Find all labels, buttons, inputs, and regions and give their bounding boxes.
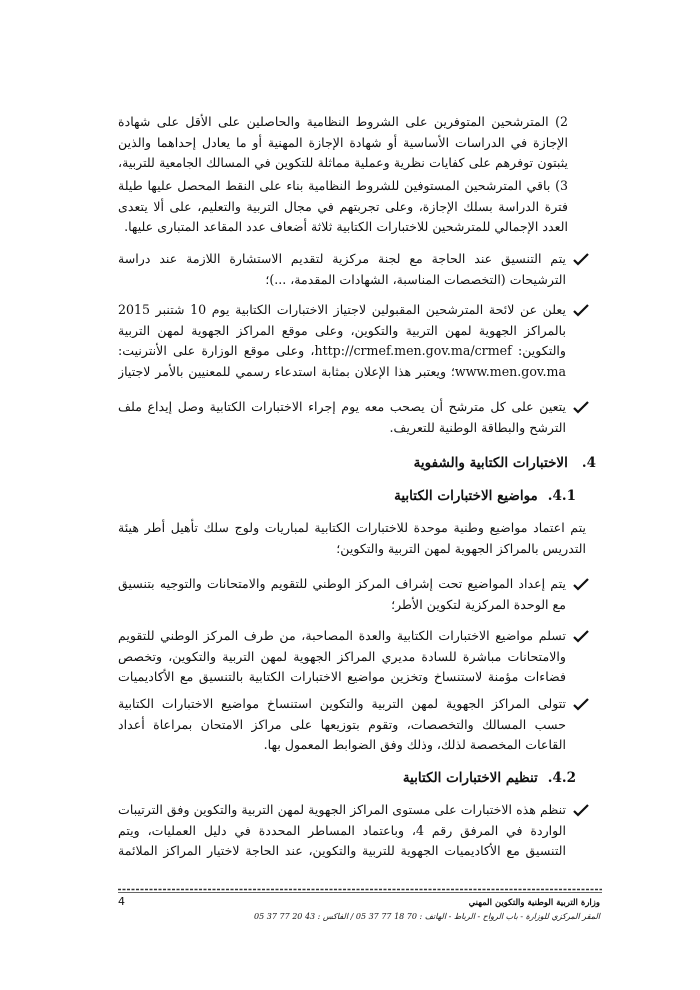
numbered-item-3-text: 3) باقي المترشحين المستوفين للشروط النظامية بناء على النقط المحصل عليها طيلة فترة الدراسة بسلك الإجازة، وعلى تجربتهم في مجال التربية والتعليم، على ألا يتعدى العدد الإجمالي للمترشحين للاختبارات الكتابية ثلاثة أضعاف عدد المقاعد المتبارى عليها.	[118, 178, 568, 234]
bullet-topics-prep-text: يتم إعداد المواضيع تحت إشراف المركز الوطني للتقويم والامتحانات والتوجيه بتنسيق مع الوحدة المركزية لتكوين الأطر؛	[118, 576, 566, 612]
numbered-item-3	[118, 176, 568, 238]
section-4-2-number: 4.2.	[547, 770, 576, 786]
section-4-1-number: 4.1.	[547, 488, 576, 504]
bullet-id-card-text: يتعين على كل مترشح أن يصحب معه يوم إجراء الاختبارات الكتابية وصل إيداع ملف الترشح والبطاقة الوطنية للتعريف.	[118, 399, 566, 435]
section-4-1-title: مواضيع الاختبارات الكتابية	[394, 488, 538, 504]
footer-divider	[118, 888, 602, 894]
bullet-id-card	[118, 397, 566, 439]
section-4-2-heading	[300, 770, 576, 786]
bullet-topics-copying-text: تتولى المراكز الجهوية لمهن التربية والتكوين استنساخ مواضيع الاختبارات الكتابية حسب المسالك والتخصصات، وتقوم بتوزيعها على مراكز الامتحان بمراعاة أعداد القاعات المخصصة لذلك، وذلك وفق الضوابط المعمول بها.	[118, 696, 566, 752]
bullet-exam-organization-text: تنظم هذه الاختبارات على مستوى المراكز الجهوية لمهن التربية والتكوين وفق الترتيبات الواردة في المرفق رقم 4، وباعتماد المساطر المحددة في دليل العمليات، ويتم التنسيق مع الأكاديميات الجهوية للتربية والتكوين، عند الحاجة لاختيار المراكز الملائمة	[118, 802, 566, 858]
section-4-heading	[300, 455, 596, 471]
bullet-exam-organization	[118, 800, 566, 862]
section-4-number: 4.	[581, 455, 596, 471]
checkmark-icon	[573, 629, 589, 643]
footer-ministry: وزارة التربية الوطنية والتكوين المهني	[468, 898, 600, 908]
numbered-item-2	[118, 112, 568, 174]
checkmark-icon	[573, 697, 589, 711]
footer-address: المقر المركزي للوزارة - باب الرواح - الرباط - الهاتف : 70 18 77 37 05 / الفاكس : 43 20 77 37 05	[254, 912, 600, 921]
section-4-1-intro-text: يتم اعتماد مواضيع وطنية موحدة للاختبارات الكتابية لمباريات ولوج سلك تأهيل أطر هيئة التدريس بالمراكز الجهوية لمهن التربية والتكوين؛	[118, 520, 586, 556]
bullet-topics-delivery-text: تسلم مواضيع الاختبارات الكتابية والعدة المصاحبة، من طرف المركز الوطني للتقويم والامتحانات مباشرة للسادة مديري المراكز الجهوية لمهن التربية والتكوين، وتخصص فضاءات مؤمنة لاستنساخ وتخزين مواضيع الاختبارات الكتابية بالتنسيق مع الأكاديميات	[118, 628, 566, 684]
bullet-topics-delivery	[118, 626, 566, 688]
bullet-consultation	[118, 249, 566, 291]
section-4-title: الاختبارات الكتابية والشفوية	[413, 455, 568, 471]
bullet-consultation-text: يتم التنسيق عند الحاجة مع لجنة مركزية لتقديم الاستشارة اللازمة عند دراسة الترشيحات (التخصصات المناسبة، الشهادات المقدمة، ...)؛	[118, 251, 566, 287]
section-4-1-intro	[118, 518, 586, 560]
bullet-topics-prep	[118, 574, 566, 616]
bullet-announcement-text: يعلن عن لائحة المترشحين المقبولين لاجتياز الاختبارات الكتابية يوم 10 شتنبر 2015 بالمراكز الجهوية لمهن التربية والتكوين، وعلى موقع المراكز الجهوية لمهن التربية والتكوين: http://crmef.men.gov.ma/crmef، وعلى موقع الوزارة على الأنترنيت: www.men.gov.ma؛ ويعتبر هذا الإعلان بمثابة استدعاء رسمي للمعنيين بالأمر لاجتياز	[118, 302, 566, 379]
page-number: 4	[118, 895, 125, 908]
checkmark-icon	[573, 252, 589, 266]
bullet-topics-copying	[118, 694, 566, 756]
section-4-2-title: تنظيم الاختبارات الكتابية	[402, 770, 538, 786]
bullet-announcement	[118, 300, 566, 384]
checkmark-icon	[573, 577, 589, 591]
section-4-1-heading	[300, 488, 576, 504]
checkmark-icon	[573, 400, 589, 414]
numbered-item-2-text: 2) المترشحين المتوفرين على الشروط النظامية والحاصلين على الأقل على شهادة الإجازة في الدراسات الأساسية أو شهادة الإجازة المهنية أو ما يعادل إحداهما والذين يثبتون توفرهم على كفايات نظرية وعملية مماثلة للتكوين في المسالك الجامعية للتربية،	[118, 114, 568, 170]
checkmark-icon	[573, 303, 589, 317]
checkmark-icon	[573, 803, 589, 817]
